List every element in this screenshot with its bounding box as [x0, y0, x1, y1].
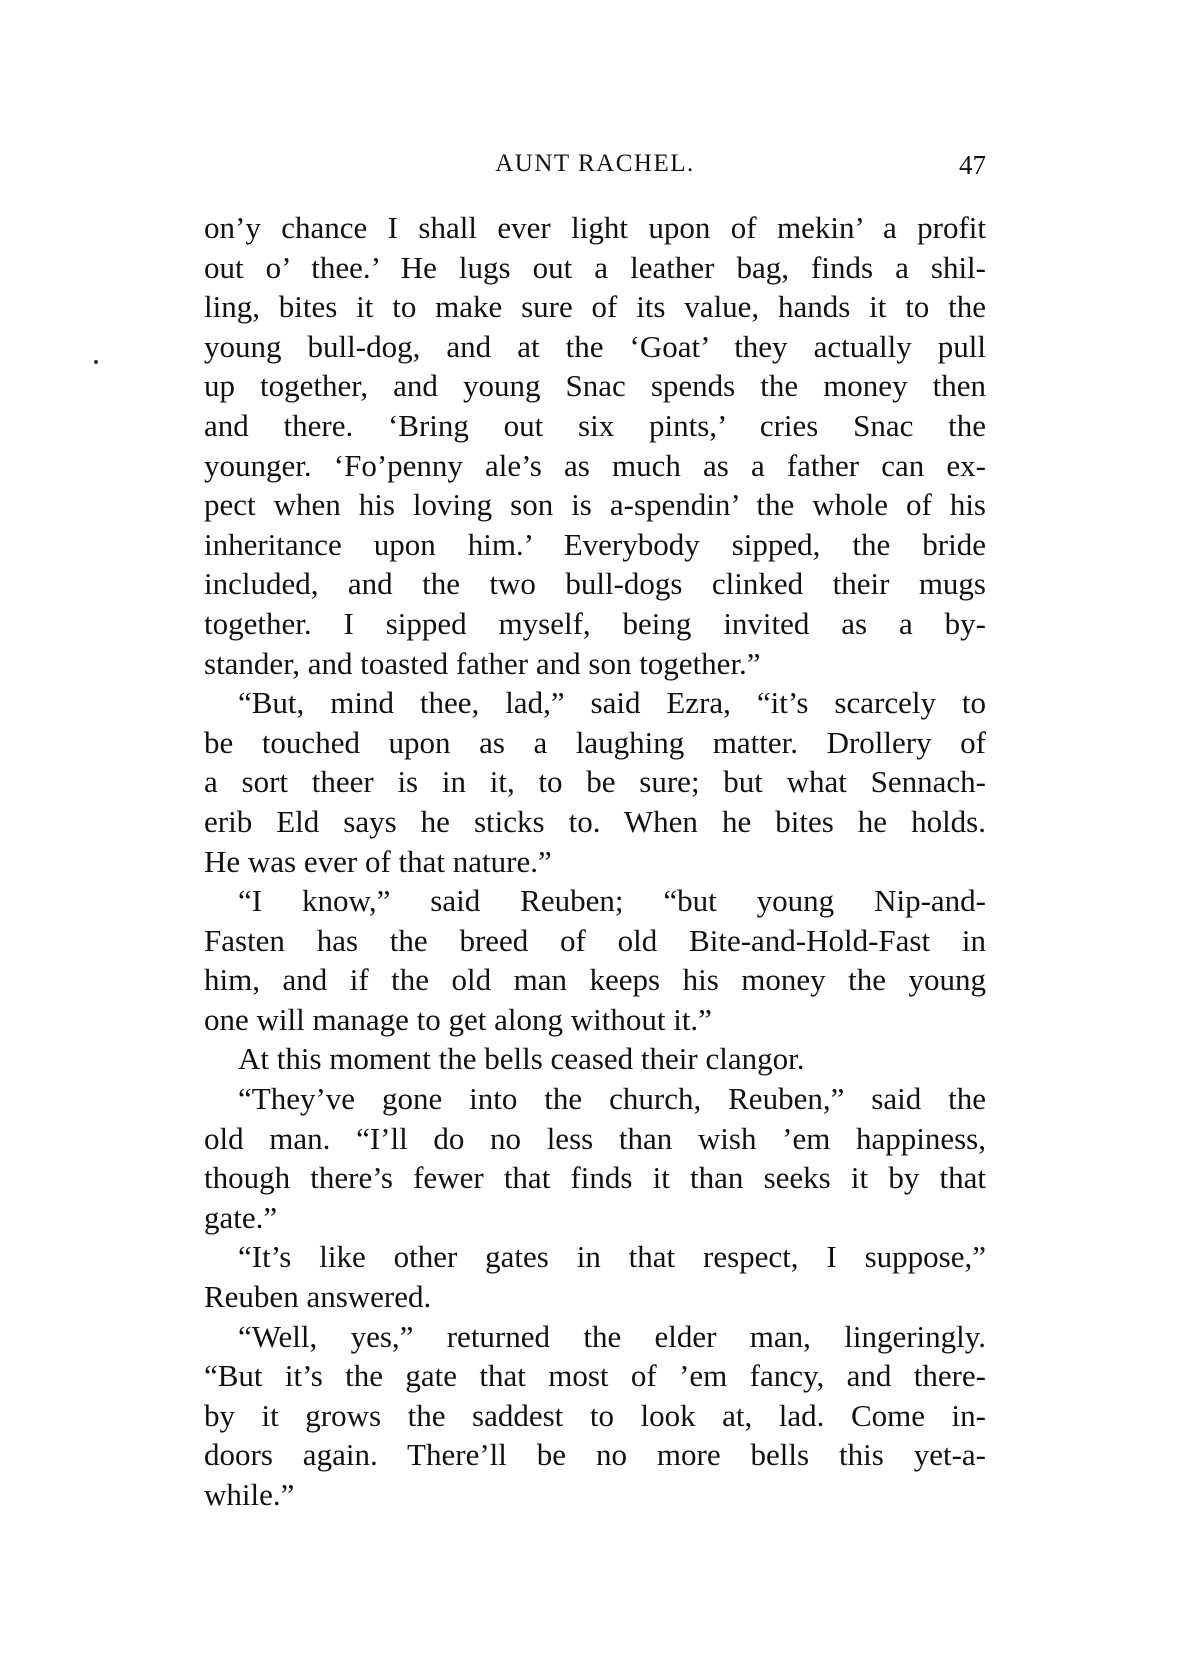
text-line: “They’ve gone into the church, Reuben,” said the	[238, 1081, 986, 1117]
text-line: by it grows the saddest to look at, lad. Come in-	[204, 1397, 986, 1433]
running-head	[204, 150, 986, 190]
running-title: AUNT RACHEL.	[495, 150, 695, 177]
page-number: 47	[959, 150, 986, 180]
text-line: ling, bites it to make sure of its value, hands it to the	[204, 289, 986, 325]
text-line: one will manage to get along without it.”	[204, 1001, 712, 1037]
text-line: inheritance upon him.’ Everybody sipped, the bride	[204, 526, 986, 562]
text-line: He was ever of that nature.”	[204, 843, 552, 879]
text-line: Fasten has the breed of old Bite-and-Hold-Fast in	[204, 922, 986, 958]
text-line: younger. ‘Fo’penny ale’s as much as a father can ex-	[204, 447, 986, 483]
text-line: “But, mind thee, lad,” said Ezra, “it’s scarcely to	[238, 685, 986, 721]
text-line: included, and the two bull-dogs clinked their mugs	[204, 566, 986, 602]
text-line: “I know,” said Reuben; “but young Nip-and-	[238, 883, 986, 919]
text-line: together. I sipped myself, being invited as a by-	[204, 605, 986, 641]
body-text	[204, 208, 986, 1515]
ink-speck	[94, 360, 98, 364]
text-line: erib Eld says he sticks to. When he bites he holds.	[204, 803, 986, 839]
text-line: and there. ‘Bring out six pints,’ cries Snac the	[204, 407, 986, 443]
text-line: stander, and toasted father and son together.”	[204, 645, 761, 681]
text-line: doors again. There’ll be no more bells this yet-a-	[204, 1437, 986, 1473]
text-line: old man. “I’ll do no less than wish ’em happiness,	[204, 1120, 986, 1156]
text-line: be touched upon as a laughing matter. Drollery of	[204, 724, 986, 760]
text-line: “It’s like other gates in that respect, I suppose,”	[238, 1239, 986, 1275]
text-line: out o’ thee.’ He lugs out a leather bag, finds a shil-	[204, 249, 986, 285]
text-line: a sort theer is in it, to be sure; but what Sennach-	[204, 764, 986, 800]
text-line: him, and if the old man keeps his money the young	[204, 962, 986, 998]
text-line: on’y chance I shall ever light upon of mekin’ a profit	[204, 210, 986, 245]
text-line: up together, and young Snac spends the money then	[204, 368, 986, 404]
text-line: gate.”	[204, 1199, 278, 1235]
text-line: while.”	[204, 1477, 295, 1512]
text-line: though there’s fewer that finds it than seeks it by that	[204, 1160, 986, 1196]
text-line: young bull-dog, and at the ‘Goat’ they actually pull	[204, 328, 986, 364]
text-line: At this moment the bells ceased their clangor.	[238, 1041, 805, 1077]
text-line: pect when his loving son is a-spendin’ the whole of his	[204, 487, 986, 523]
text-line: “Well, yes,” returned the elder man, lingeringly.	[238, 1318, 986, 1354]
text-line: “But it’s the gate that most of ’em fancy, and there-	[204, 1358, 986, 1394]
text-line: Reuben answered.	[204, 1279, 432, 1315]
